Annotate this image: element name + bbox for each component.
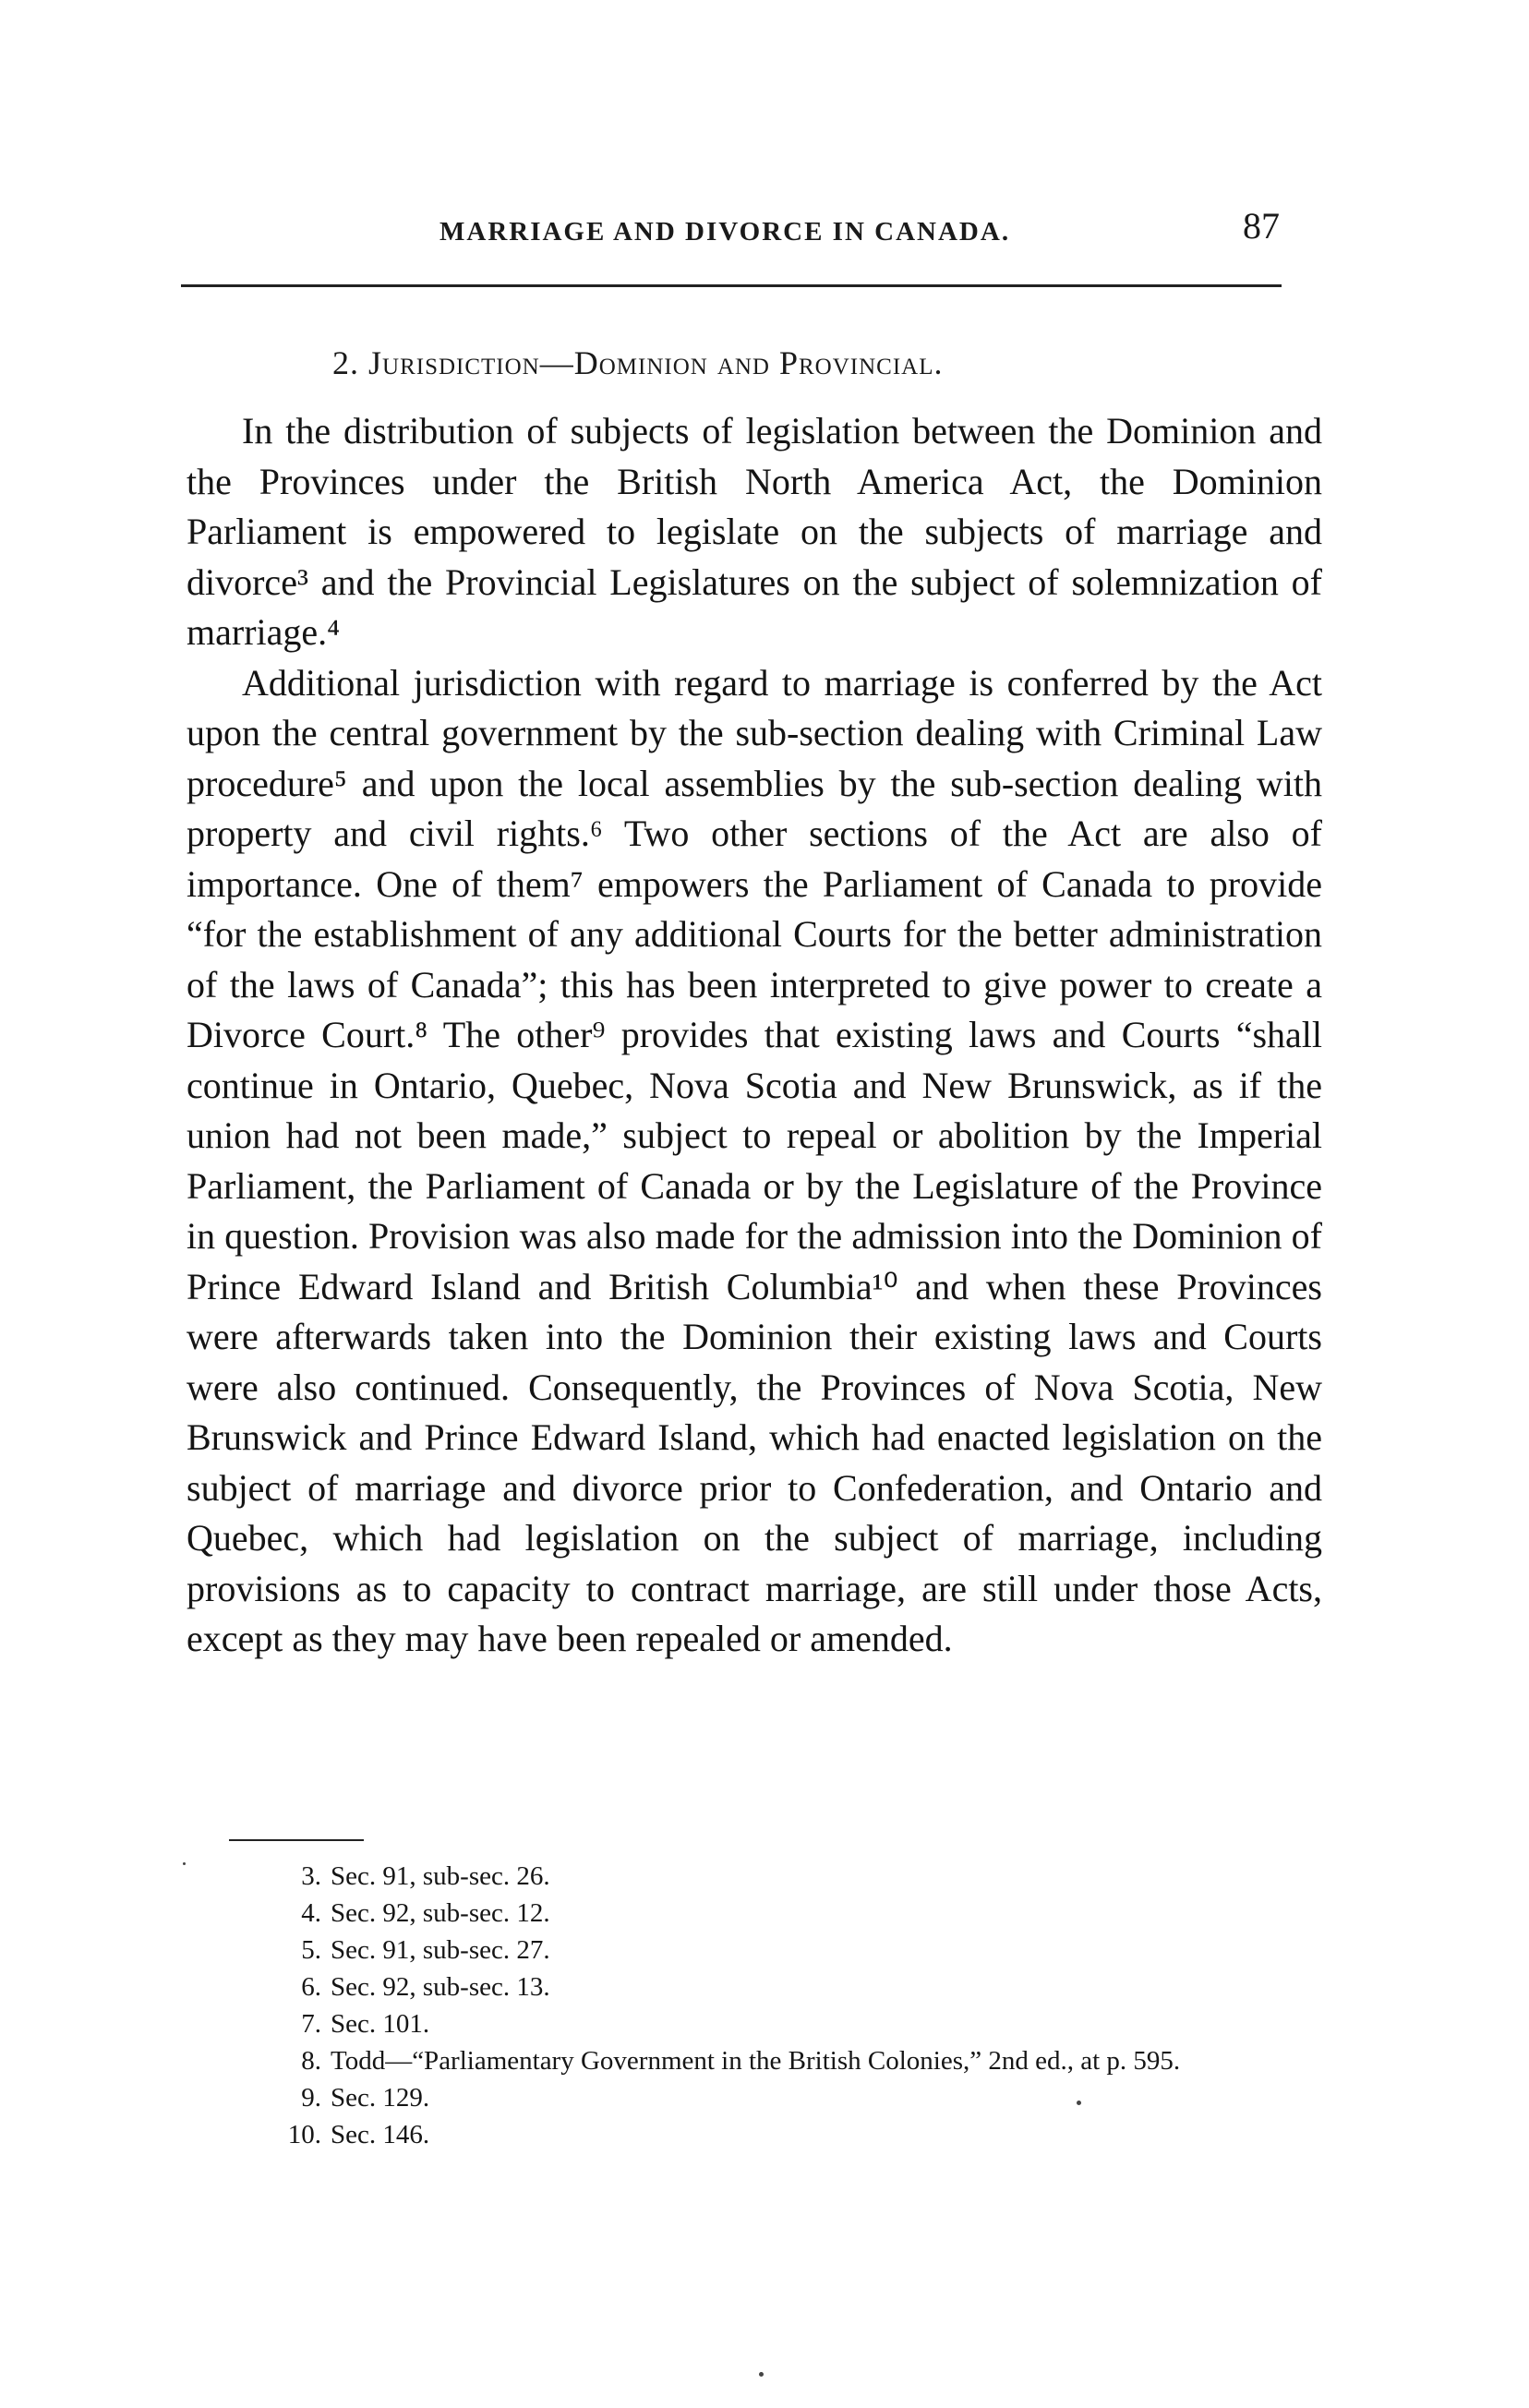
footnote-long-text (223, 2042, 1341, 2079)
footnote-4 (223, 1895, 1341, 1932)
footnote-number: 7. (301, 2009, 321, 2039)
running-head (181, 189, 1298, 263)
footnote-number: 4. (301, 1898, 321, 1928)
footnotes (223, 1858, 1341, 2153)
footnote-number: 3. (301, 1861, 321, 1891)
footnote-number: 6. (301, 1972, 321, 2002)
footnote-text: Sec. 146. (331, 2120, 430, 2149)
paper-speck (1077, 2101, 1081, 2105)
running-title: MARRIAGE AND DIVORCE IN CANADA. (439, 217, 1011, 247)
footnote-number: 10. (287, 2120, 321, 2149)
footnote-text: Sec. 129. (331, 2083, 430, 2113)
page-number: 87 (1243, 205, 1280, 247)
footnote-number: 5. (301, 1935, 321, 1965)
footnote-9 (223, 2079, 1341, 2116)
footnote-text: Sec. 91, sub-sec. 26. (331, 1861, 550, 1891)
section-heading: 2. Jurisdiction—Dominion and Provincial. (332, 344, 944, 381)
footnote-7 (223, 2005, 1341, 2042)
footnote-text: Todd—“Parliamentary Government in the British Colonies,” 2nd ed., at p. 595. (331, 2046, 1181, 2076)
body-text (187, 406, 1322, 1665)
footnote-10 (223, 2116, 1341, 2153)
paper-speck (183, 1862, 186, 1865)
paragraph-1: In the distribution of subjects of legislation between the Dominion and the Provinces under the British North America Act, the Dominion Parliament is empowered to legislate on the subjects of marriage and divorce³ and the Provincial Legislatures on the subject of solemnization of marriage.⁴ (187, 410, 1322, 653)
footnote-5 (223, 1932, 1341, 1969)
footnote-6 (223, 1969, 1341, 2005)
footnote-number: 9. (301, 2083, 321, 2113)
paper-speck (759, 2372, 764, 2377)
footnote-text: Sec. 92, sub-sec. 13. (331, 1972, 550, 2002)
footnote-rule (229, 1839, 364, 1841)
footnote-text: Sec. 91, sub-sec. 27. (331, 1935, 550, 1965)
footnote-number: 8. (301, 2046, 321, 2076)
paragraph-2: Additional jurisdiction with regard to marriage is conferred by the Act upon the central government by the sub-section dealing with Criminal Law procedure⁵ and upon the local assemblies by the sub-section dealing with property and civil rights.⁶ Two other sections of the Act are also of importance. One of them⁷ empowers the Parliament of Canada to provide “for the establishment of any additional Courts for the better administration of the laws of Canada”; this has been interpreted to give power to create a Divorce Court.⁸ The other⁹ provides that existing laws and Courts “shall continue in Ontario, Quebec, Nova Scotia and New Brunswick, as if the union had not been made,” subject to repeal or abolition by the Imperial Parliament, the Parliament of Canada or by the Legislature of the Province in question. Provision was also made for the admission into the Dominion of Prince Edward Island and British Columbia¹⁰ and when these Provinces were afterwards taken into the Dominion their existing laws and Courts were also continued. Consequently, the Provinces of Nova Scotia, New Brunswick and Prince Edward Island, which had enacted legislation on the subject of marriage and divorce prior to Confederation, and Ontario and Quebec, which had legislation on the subject of marriage, including provisions as to capacity to contract marriage, are still under those Acts, except as they may have been repealed or amended. (187, 661, 1322, 1659)
footnote-8 (223, 2042, 1341, 2079)
footnote-text: Sec. 92, sub-sec. 12. (331, 1898, 550, 1928)
footnote-3 (223, 1858, 1341, 1895)
header-rule (181, 284, 1282, 287)
footnote-text: Sec. 101. (331, 2009, 430, 2039)
